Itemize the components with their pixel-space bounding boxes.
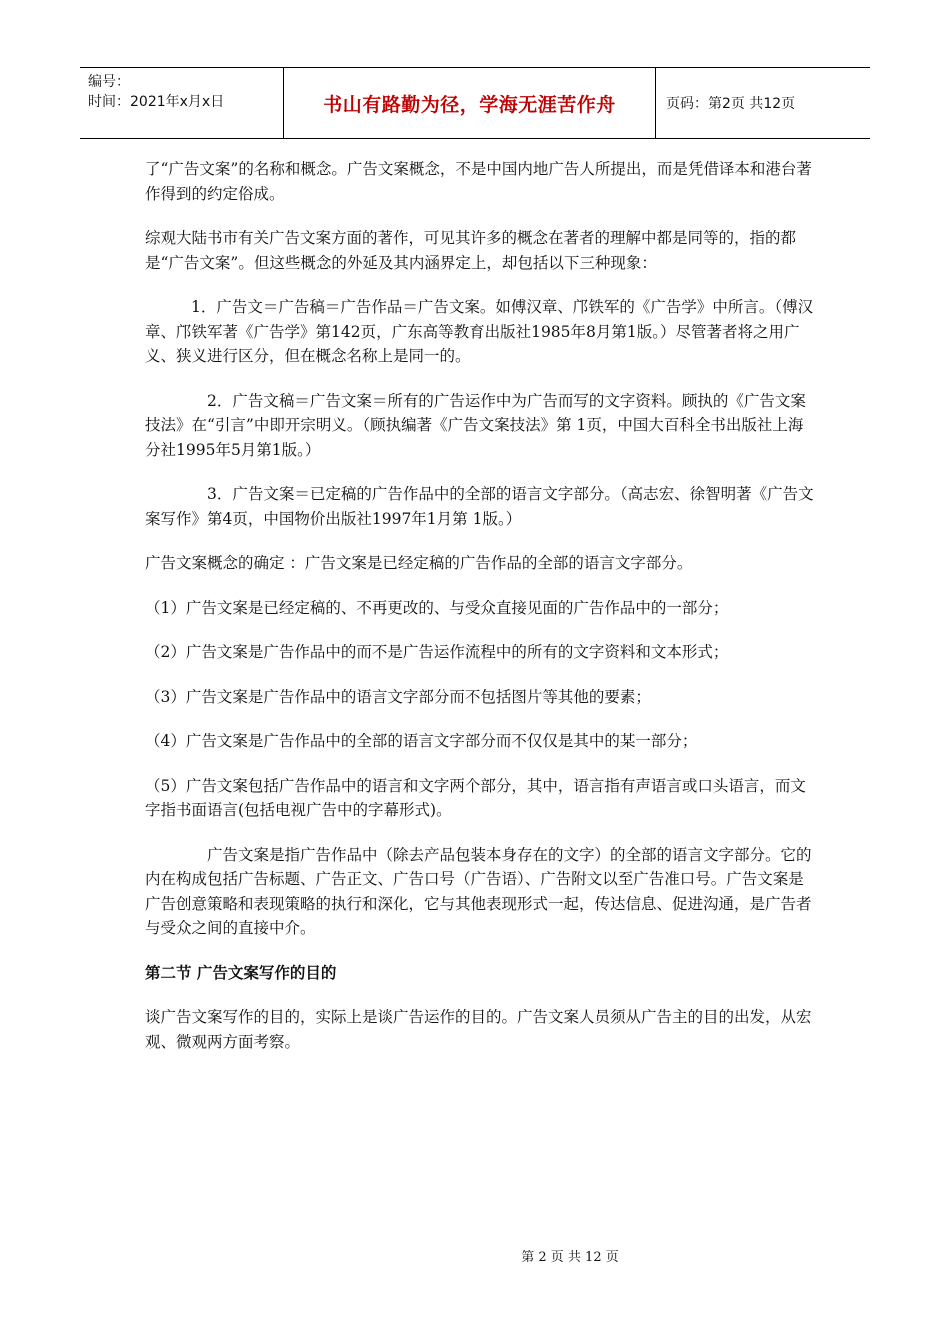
document-date-label: 时间：2021年x月x日 — [88, 94, 225, 110]
paragraph: 综观大陆书市有关广告文案方面的著作，可见其许多的概念在著者的理解中都是同等的，指的都是“广告文案”。但这些概念的外延及其内涵界定上，却包括以下三种现象： — [145, 229, 797, 272]
section-heading: 第二节 广告文案写作的目的 — [145, 963, 337, 982]
list-item: （2）广告文案是广告作品中的而不是广告运作流程中的所有的文字资料和文本形式； — [145, 643, 729, 661]
paragraph-item-2: 2．广告文稿＝广告文案＝所有的广告运作中为广告而写的文字资料。顾执的《广告文案技法》在“引言”中即开宗明义。（顾执编著《广告文案技法》第 1页，中国大百科全书出版社上海分社1995年5月第1版。） — [145, 391, 806, 459]
document-body — [145, 157, 817, 1074]
header-motto: 书山有路勤为径，学海无涯苦作舟 — [284, 68, 656, 138]
paragraph-item-3: 3．广告文案＝已定稿的广告作品中的全部的语言文字部分。（高志宏、徐智明著《广告文案写作》第4页，中国物价出版社1997年1月第 1版。） — [145, 485, 814, 528]
paragraph: 谈广告文案写作的目的，实际上是谈广告运作的目的。广告文案人员须从广告主的目的出发，从宏观、微观两方面考察。 — [145, 1008, 812, 1051]
header-page-info: 页码：第2页 共12页 — [666, 96, 796, 112]
list-item: （1）广告文案是已经定稿的、不再更改的、与受众直接见面的广告作品中的一部分； — [145, 598, 729, 617]
list-item: （3）广告文案是广告作品中的语言文字部分而不包括图片等其他的要素； — [145, 687, 651, 706]
document-number-label: 编号： — [88, 74, 130, 90]
page-header — [80, 67, 870, 139]
list-item: （5）广告文案包括广告作品中的语言和文字两个部分，其中，语言指有声语言或口头语言，而文字指书面语言(包括电视广告中的字幕形式)。 — [145, 776, 806, 819]
paragraph: 了“广告文案”的名称和概念。广告文案概念，不是中国内地广告人所提出，而是凭借译本和港台著作得到的约定俗成。 — [145, 160, 812, 203]
page-footer: 第 2 页 共 12 页 — [521, 1250, 619, 1265]
paragraph-definition: 广告文案是指广告作品中（除去产品包装本身存在的文字）的全部的语言文字部分。它的内在构成包括广告标题、广告正文、广告口号（广告语）、广告附文以至广告准口号。广告文案是广告创意策略和表现策略的执行和深化，它与其他表现形式一起，传达信息、促进沟通，是广告者与受众之间的直接中介。 — [145, 845, 812, 937]
paragraph: 广告文案概念的确定 ：广告文案是已经定稿的广告作品的全部的语言文字部分。 — [145, 554, 693, 572]
list-item: （4）广告文案是广告作品中的全部的语言文字部分而不仅仅是其中的某一部分； — [145, 732, 698, 750]
paragraph-item-1: 1．广告文＝广告稿＝广告作品＝广告文案。如傅汉章、邝铁军的《广告学》中所言。（傅汉章、邝铁军著《广告学》第142页，广东高等教育出版社1985年8月第1版。）尽管著者将之用广义、狭义进行区分，但在概念名称上是同一的。 — [145, 298, 814, 365]
header-meta — [80, 68, 284, 138]
